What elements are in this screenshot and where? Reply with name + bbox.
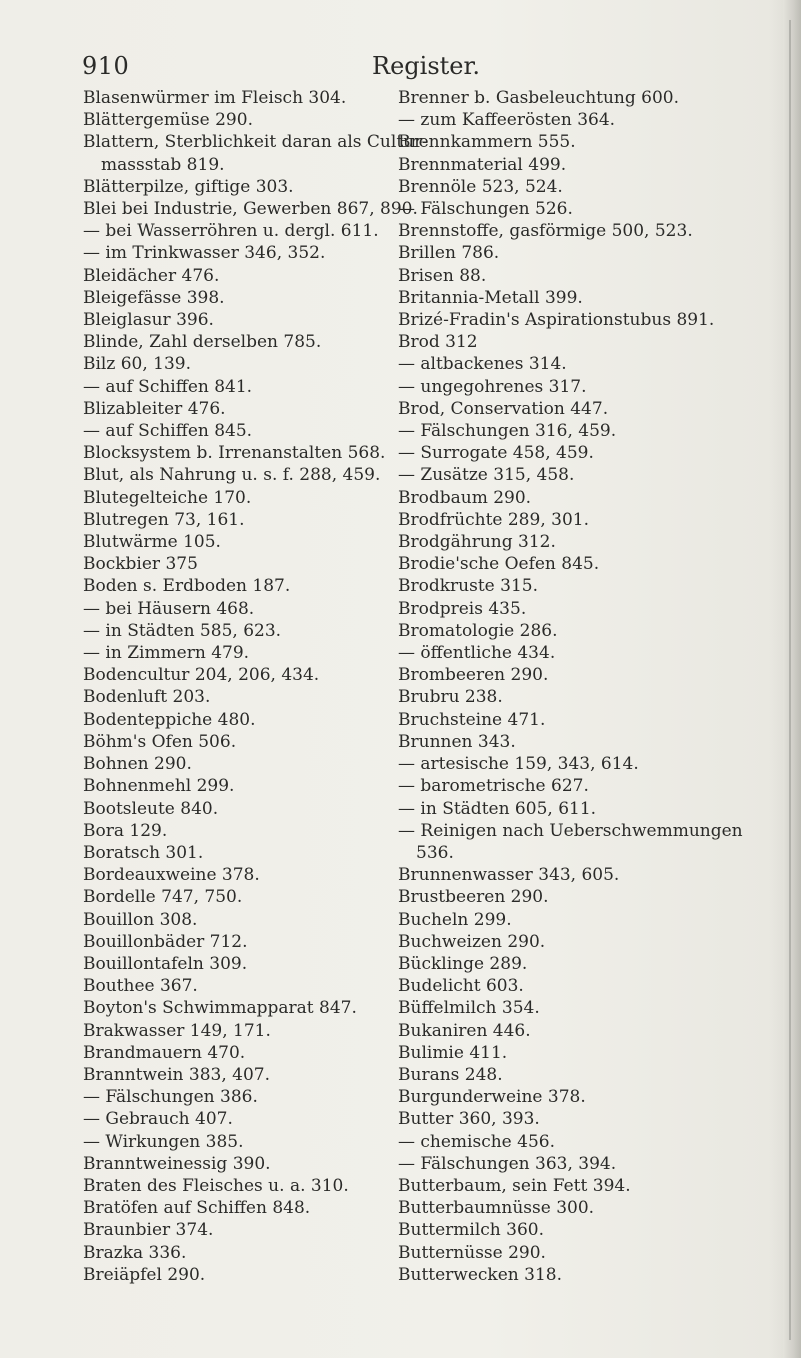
index-entry: Brod, Conservation 447. bbox=[398, 398, 609, 419]
index-entry: Brandmauern 470. bbox=[83, 1042, 246, 1063]
index-entry: Brodpreis 435. bbox=[398, 598, 527, 619]
index-entry: — Fälschungen 316, 459. bbox=[398, 421, 617, 442]
index-entry: — in Zimmern 479. bbox=[83, 643, 250, 664]
index-entry: Bleigefässe 398. bbox=[83, 287, 225, 308]
index-entry: Bücklinge 289. bbox=[398, 953, 528, 974]
index-entry: — barometrische 627. bbox=[398, 776, 589, 797]
index-entry: Braunbier 374. bbox=[83, 1220, 214, 1241]
index-entry: Blinde, Zahl derselben 785. bbox=[83, 332, 322, 353]
index-entry: Boyton's Schwimmapparat 847. bbox=[83, 998, 357, 1019]
index-entry: Bodenteppiche 480. bbox=[83, 709, 256, 730]
index-entry: Blutegelteiche 170. bbox=[83, 487, 252, 508]
index-entry: Brenner b. Gasbeleuchtung 600. bbox=[398, 88, 680, 108]
index-entry: Brennstoffe, gasförmige 500, 523. bbox=[398, 221, 693, 242]
index-entry: Buttermilch 360. bbox=[398, 1220, 545, 1241]
index-entry: Boden s. Erdboden 187. bbox=[83, 576, 291, 597]
index-entry: Burans 248. bbox=[398, 1064, 503, 1085]
index-entry: Blattern, Sterblichkeit daran als Cultur- bbox=[83, 132, 428, 153]
index-entry: Bilz 60, 139. bbox=[83, 354, 192, 375]
index-entry: Bodencultur 204, 206, 434. bbox=[83, 665, 320, 686]
index-entry: Branntwein 383, 407. bbox=[83, 1064, 270, 1085]
index-entry: Bordelle 747, 750. bbox=[83, 887, 243, 908]
index-entry: Brodfrüchte 289, 301. bbox=[398, 509, 589, 530]
page-edge-shadow bbox=[783, 0, 801, 1358]
index-entry: Blocksystem b. Irrenanstalten 568. bbox=[83, 443, 386, 464]
index-entry: Bohnen 290. bbox=[83, 754, 192, 775]
index-entry: Britannia-Metall 399. bbox=[398, 287, 583, 308]
index-entry: Blasenwürmer im Fleisch 304. bbox=[83, 88, 347, 108]
index-entry: Boratsch 301. bbox=[83, 842, 204, 863]
index-entry: Brodbaum 290. bbox=[398, 487, 532, 508]
running-title: Register. bbox=[372, 52, 480, 80]
index-entry: Branntweinessig 390. bbox=[83, 1153, 271, 1174]
index-entry: Bora 129. bbox=[83, 820, 168, 841]
page-number: 910 bbox=[82, 52, 130, 80]
index-entry: Brod 312 bbox=[398, 332, 478, 353]
index-entry: Budelicht 603. bbox=[398, 976, 524, 997]
index-entry: Brizé-Fradin's Aspirationstubus 891. bbox=[398, 310, 715, 331]
index-entry: Brubru 238. bbox=[398, 687, 503, 708]
index-entry: Blei bei Industrie, Gewerben 867, 890. bbox=[83, 199, 418, 220]
index-entry: Bouillontafeln 309. bbox=[83, 953, 248, 974]
index-entry: Brunnenwasser 343, 605. bbox=[398, 865, 620, 886]
index-entry: — Fälschungen 386. bbox=[83, 1087, 258, 1108]
index-entry: — in Städten 605, 611. bbox=[398, 798, 597, 819]
index-entry: Bohnenmehl 299. bbox=[83, 776, 235, 797]
index-entry: — chemische 456. bbox=[398, 1131, 556, 1152]
index-entry: Blut, als Nahrung u. s. f. 288, 459. bbox=[83, 465, 381, 486]
index-entry: — Fälschungen 526. bbox=[398, 199, 573, 220]
index-entry: Blizableiter 476. bbox=[83, 398, 226, 419]
index-entry: Bromatologie 286. bbox=[398, 620, 558, 641]
index-entry: — auf Schiffen 841. bbox=[83, 376, 253, 397]
index-entry: — auf Schiffen 845. bbox=[83, 421, 253, 442]
index-entry: Blätterpilze, giftige 303. bbox=[83, 176, 294, 197]
index-entry: — Gebrauch 407. bbox=[83, 1109, 233, 1130]
index-entry: Burgunderweine 378. bbox=[398, 1087, 586, 1108]
index-entry: Breiäpfel 290. bbox=[83, 1264, 206, 1285]
index-entry: Brakwasser 149, 171. bbox=[83, 1020, 271, 1041]
page-edge-line bbox=[789, 20, 791, 1340]
index-entry: — Wirkungen 385. bbox=[83, 1131, 244, 1152]
index-entry: Büffelmilch 354. bbox=[398, 998, 540, 1019]
index-entry: Butternüsse 290. bbox=[398, 1242, 546, 1263]
index-entry: Brisen 88. bbox=[398, 265, 487, 286]
index-entry: Butterbaumnüsse 300. bbox=[398, 1198, 595, 1219]
index-entry: Bruchsteine 471. bbox=[398, 709, 546, 730]
index-entry: — Reinigen nach Ueberschwemmungen bbox=[398, 820, 743, 841]
index-entry: Brennmaterial 499. bbox=[398, 154, 567, 175]
index-entry: — in Städten 585, 623. bbox=[83, 620, 282, 641]
index-entry: — bei Häusern 468. bbox=[83, 598, 255, 619]
index-entry: Böhm's Ofen 506. bbox=[83, 731, 237, 752]
index-entry: 536. bbox=[416, 842, 454, 863]
index-entry: — Surrogate 458, 459. bbox=[398, 443, 594, 464]
index-entry: Butterwecken 318. bbox=[398, 1264, 562, 1285]
index-entry: Brillen 786. bbox=[398, 243, 500, 264]
index-entry: Bockbier 375 bbox=[83, 554, 198, 575]
index-column-left bbox=[83, 87, 428, 1286]
index-entry: — ungegohrenes 317. bbox=[398, 376, 587, 397]
index-entry: Brodie'sche Oefen 845. bbox=[398, 554, 600, 575]
index-entry: Brombeeren 290. bbox=[398, 665, 549, 686]
index-entry: Bratöfen auf Schiffen 848. bbox=[83, 1198, 311, 1219]
index-entry: Bouthee 367. bbox=[83, 976, 198, 997]
index-entry: Brennkammern 555. bbox=[398, 132, 576, 153]
index-entry: — öffentliche 434. bbox=[398, 643, 556, 664]
index-entry: Brennöle 523, 524. bbox=[398, 176, 563, 197]
index-entry: Blutwärme 105. bbox=[83, 532, 221, 553]
index-entry: Blättergemüse 290. bbox=[83, 110, 253, 131]
index-entry: Bouillonbäder 712. bbox=[83, 931, 248, 952]
index-column-right bbox=[398, 87, 758, 1286]
index-entry: Bleidächer 476. bbox=[83, 265, 220, 286]
index-entry: Butter 360, 393. bbox=[398, 1109, 540, 1130]
index-entry: Bleiglasur 396. bbox=[83, 310, 214, 331]
index-entry: — im Trinkwasser 346, 352. bbox=[83, 243, 326, 264]
index-entry: Buchweizen 290. bbox=[398, 931, 546, 952]
index-entry: Butterbaum, sein Fett 394. bbox=[398, 1175, 631, 1196]
index-entry: Bulimie 411. bbox=[398, 1042, 508, 1063]
index-entry: — zum Kaffeerösten 364. bbox=[398, 110, 616, 131]
index-entry: Bukaniren 446. bbox=[398, 1020, 531, 1041]
index-entry: massstab 819. bbox=[101, 154, 225, 175]
index-entry: Brustbeeren 290. bbox=[398, 887, 549, 908]
index-entry: Brodgährung 312. bbox=[398, 532, 556, 553]
index-entry: Bordeauxweine 378. bbox=[83, 865, 260, 886]
index-entry: Bootsleute 840. bbox=[83, 798, 219, 819]
index-entry: — Fälschungen 363, 394. bbox=[398, 1153, 617, 1174]
index-entry: Brodkruste 315. bbox=[398, 576, 538, 597]
index-entry: — altbackenes 314. bbox=[398, 354, 567, 375]
index-entry: Bouillon 308. bbox=[83, 909, 198, 930]
index-entry: Brunnen 343. bbox=[398, 731, 516, 752]
index-entry: Bodenluft 203. bbox=[83, 687, 211, 708]
index-entry: Brazka 336. bbox=[83, 1242, 187, 1263]
index-entry: Bucheln 299. bbox=[398, 909, 512, 930]
index-entry: — bei Wasserröhren u. dergl. 611. bbox=[83, 221, 379, 242]
index-entry: — artesische 159, 343, 614. bbox=[398, 754, 639, 775]
index-entry: — Zusätze 315, 458. bbox=[398, 465, 575, 486]
page-header bbox=[0, 44, 801, 84]
index-entry: Blutregen 73, 161. bbox=[83, 509, 245, 530]
index-entry: Braten des Fleisches u. a. 310. bbox=[83, 1175, 349, 1196]
